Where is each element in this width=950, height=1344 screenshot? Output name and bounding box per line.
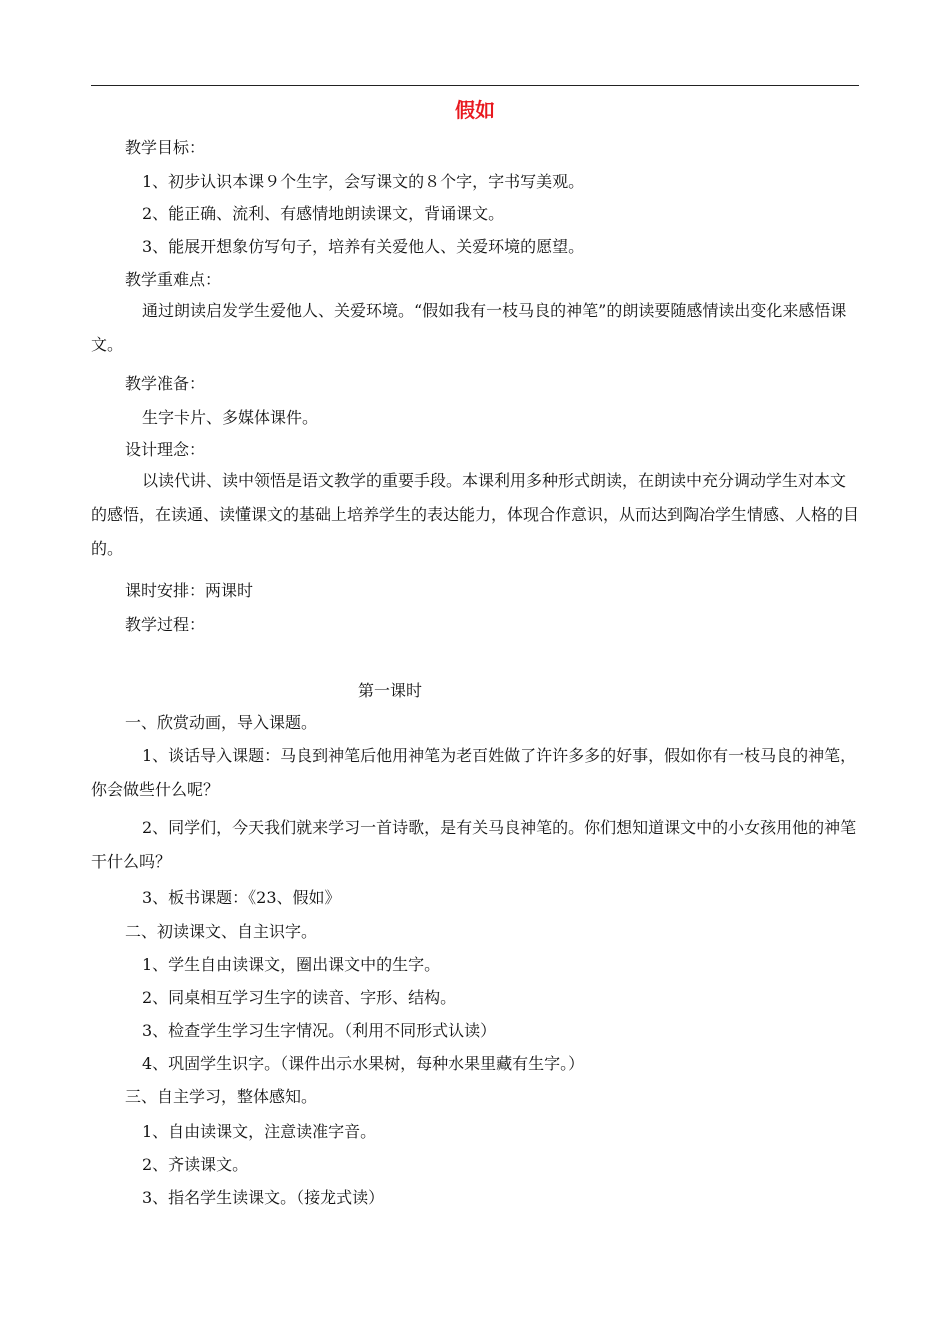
section2-item: 4、巩固学生识字。（课件出示水果树，每种水果里藏有生字。） — [142, 1054, 585, 1073]
section3-item: 1、自由读课文，注意读准字音。 — [142, 1122, 377, 1141]
section1-heading: 一、欣赏动画，导入课题。 — [125, 713, 318, 732]
keypoints-heading: 教学重难点： — [125, 270, 222, 289]
section1-item: 3、板书课题：《23、假如》 — [142, 888, 341, 907]
page-title: 假如 — [455, 98, 495, 122]
section2-item: 1、学生自由读课文，圈出课文中的生字。 — [142, 955, 441, 974]
goal-item: 1、初步认识本课９个生字，会写课文的８个字，字书写美观。 — [142, 172, 585, 191]
concept-heading: 设计理念： — [125, 440, 206, 459]
section3-item: 2、齐读课文。 — [142, 1155, 249, 1174]
goal-item: 3、能展开想象仿写句子，培养有关爱他人、关爱环境的愿望。 — [142, 237, 585, 256]
process-heading: 教学过程： — [125, 615, 206, 634]
section2-item: 3、检查学生学习生字情况。（利用不同形式认读） — [142, 1021, 497, 1040]
preparation-heading: 教学准备： — [125, 374, 206, 393]
lesson-title: 第一课时 — [357, 681, 422, 700]
section1-paragraph: 1、谈话导入课题：马良到神笔后他用神笔为老百姓做了许许多多的好事，假如你有一枝马良的神笔，你会做些什么呢？ — [91, 746, 857, 799]
goals-heading: 教学目标： — [125, 138, 206, 157]
schedule-line: 课时安排：两课时 — [125, 581, 254, 600]
section3-heading: 三、自主学习，整体感知。 — [125, 1087, 318, 1106]
header-rule — [91, 85, 859, 86]
section2-item: 2、同桌相互学习生字的读音、字形、结构。 — [142, 988, 457, 1007]
section2-heading: 二、初读课文、自主识字。 — [125, 922, 318, 941]
section3-item: 3、指名学生读课文。（接龙式读） — [142, 1188, 385, 1207]
section1-paragraph: 2、同学们，今天我们就来学习一首诗歌，是有关马良神笔的。你们想知道课文中的小女孩用他的神笔干什么吗？ — [91, 818, 857, 871]
preparation-text: 生字卡片、多媒体课件。 — [142, 408, 319, 427]
keypoints-text: 通过朗读启发学生爱他人、关爱环境。“假如我有一枝马良的神笔”的朗读要随感情读出变化来感悟课文。 — [91, 301, 847, 354]
goal-item: 2、能正确、流利、有感情地朗读课文，背诵课文。 — [142, 204, 505, 223]
concept-text: 以读代讲、读中领悟是语文教学的重要手段。本课利用多种形式朗读，在朗读中充分调动学生对本文的感悟，在读通、读懂课文的基础上培养学生的表达能力，体现合作意识，从而达到陶冶学生情感、人格的目的。 — [91, 471, 860, 558]
